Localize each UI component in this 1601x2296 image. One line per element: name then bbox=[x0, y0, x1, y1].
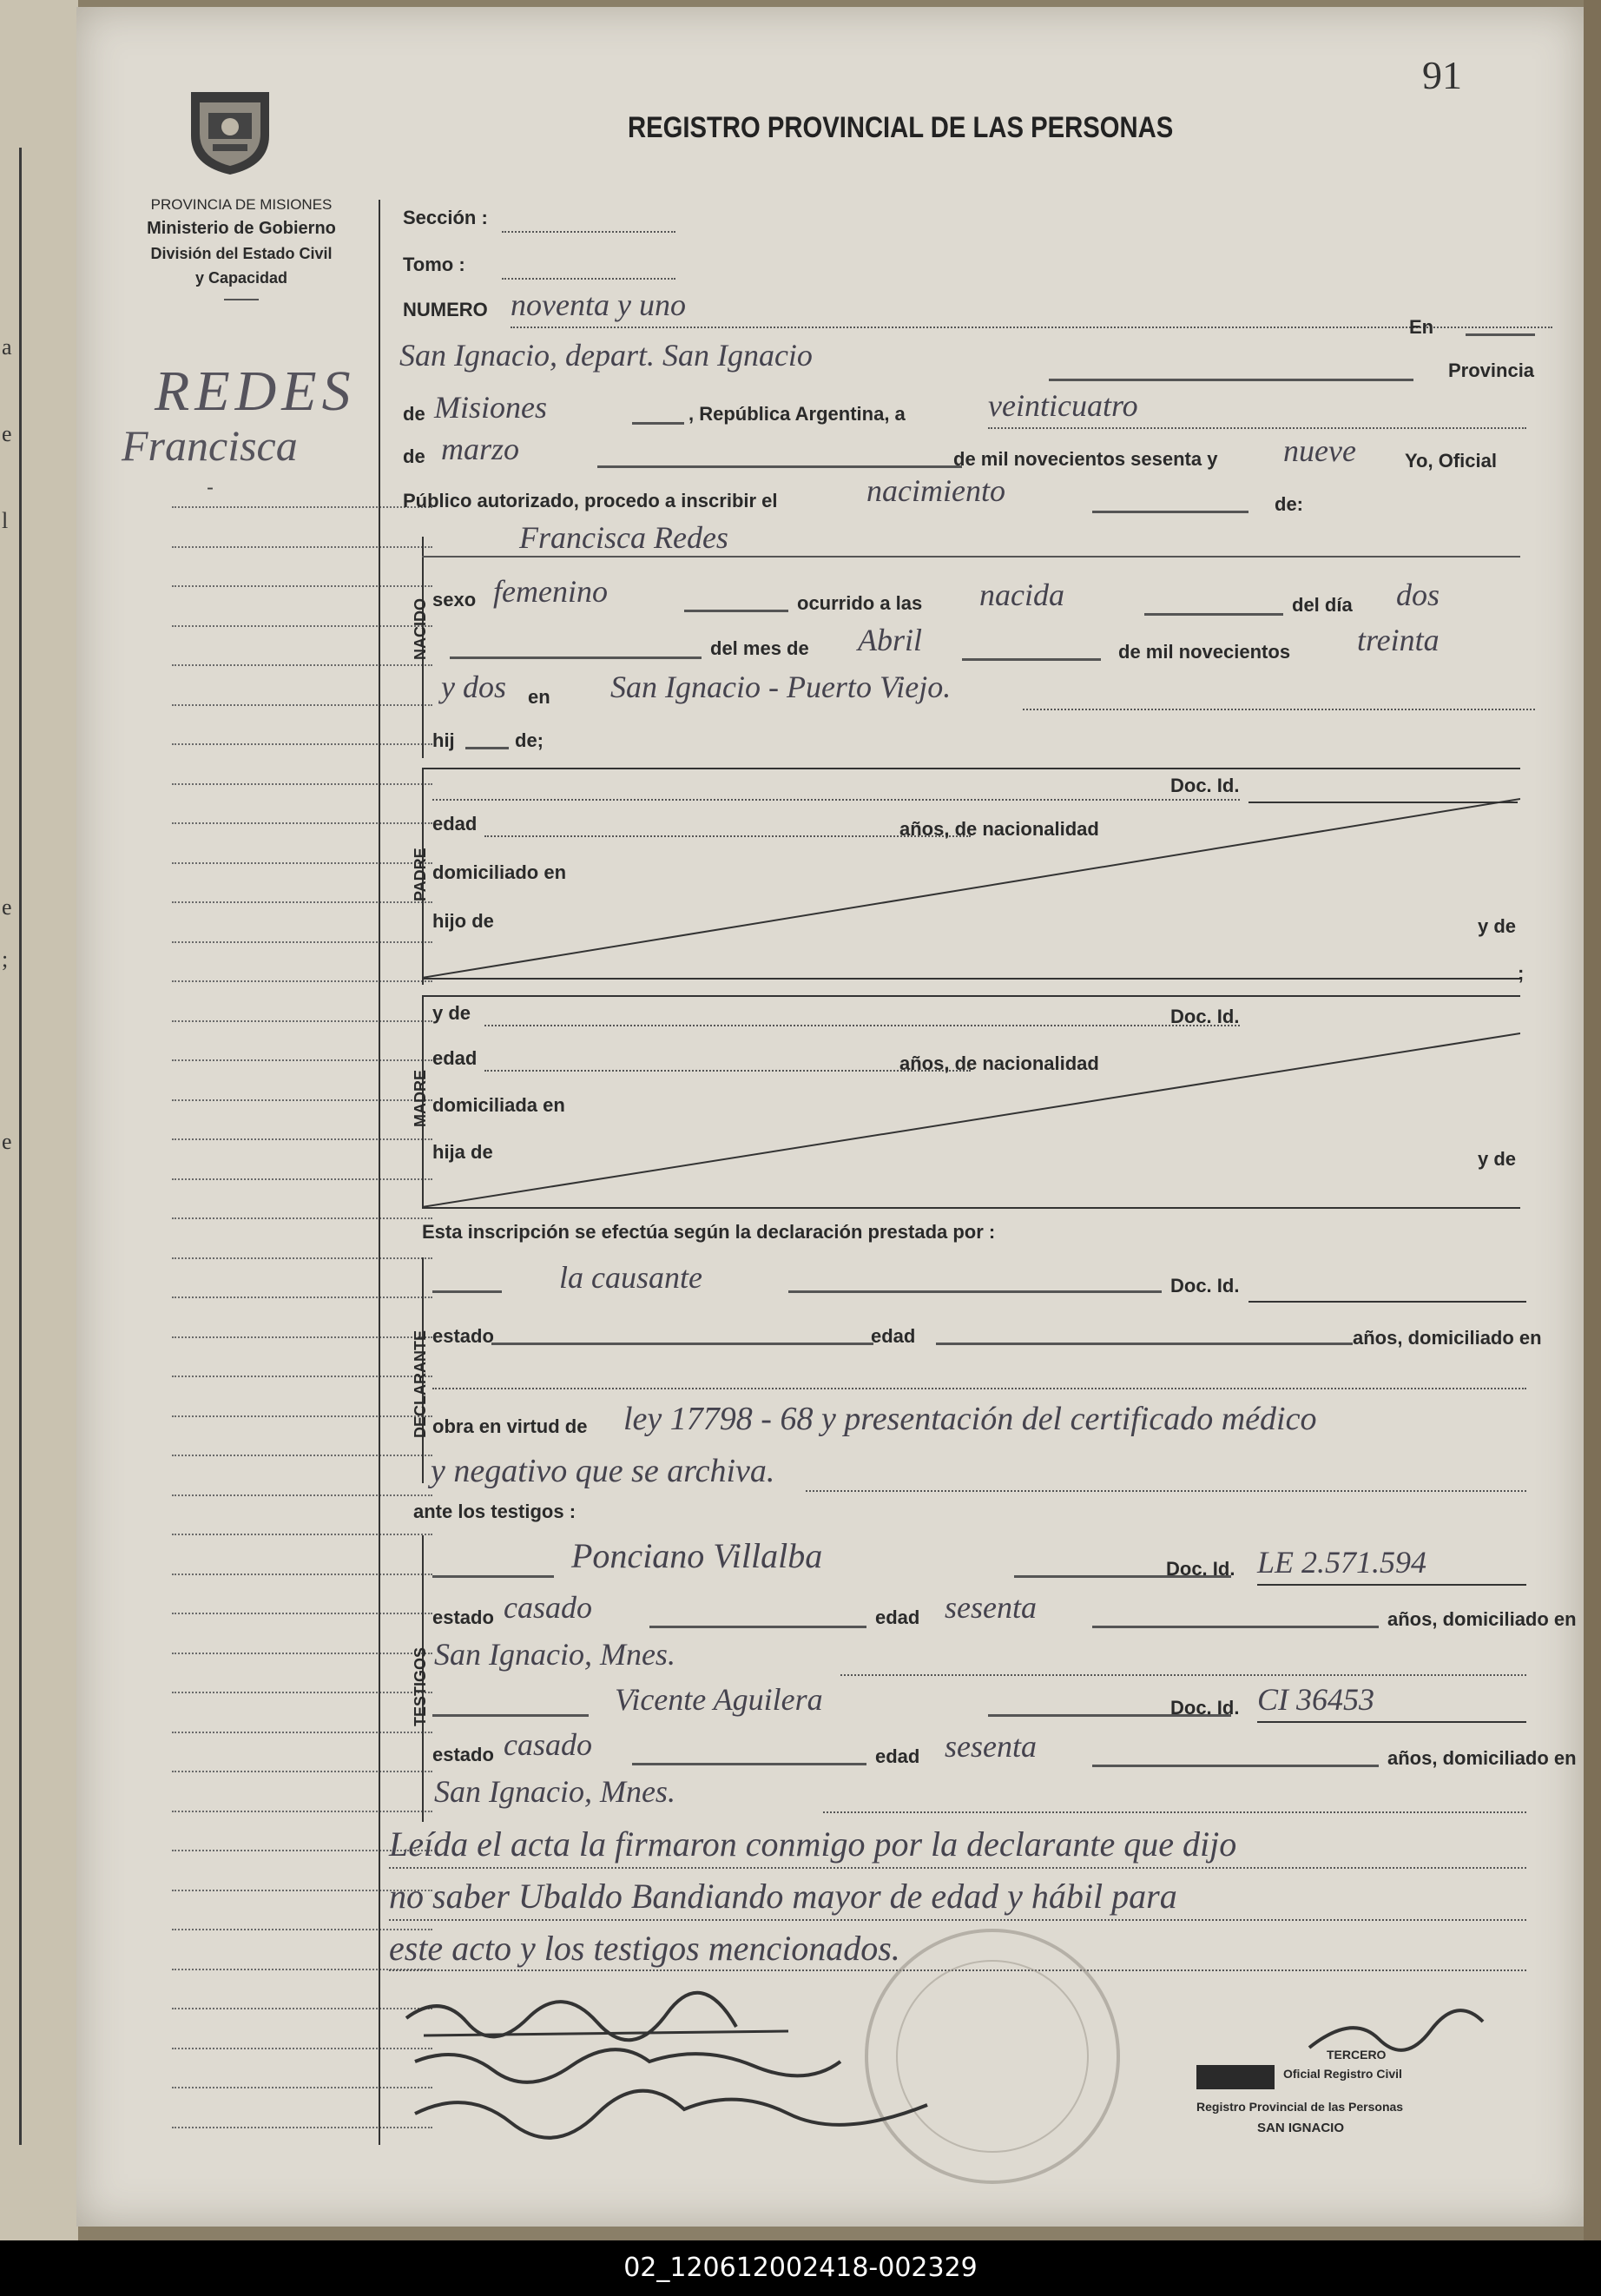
t1-edad-label: edad bbox=[875, 1607, 920, 1628]
t2-edad-value: sesenta bbox=[945, 1729, 1037, 1764]
margin-rule bbox=[172, 822, 432, 824]
en-fill bbox=[1466, 333, 1535, 336]
declarante-edad-fill bbox=[936, 1343, 1353, 1345]
act-fill bbox=[1092, 511, 1249, 513]
madre-cross-out bbox=[422, 1028, 1520, 1209]
lugar-value: San Ignacio - Puerto Viejo. bbox=[610, 670, 952, 704]
margin-rule bbox=[172, 1296, 432, 1298]
prev-page-letter: ; bbox=[2, 947, 9, 972]
stamp-block bbox=[1196, 2065, 1275, 2089]
margin-rule bbox=[172, 1376, 432, 1377]
hora-value: nacida bbox=[979, 577, 1064, 612]
t2-doc-label: Doc. Id. bbox=[1170, 1697, 1240, 1719]
prev-page-letter: l bbox=[2, 508, 9, 533]
closing-line-1: Leída el acta la firmaron conmigo por la declarante que dijo bbox=[389, 1824, 1237, 1864]
margin-rule bbox=[172, 862, 432, 864]
t1-estado-fill bbox=[649, 1626, 866, 1628]
margin-given-name: Francisca bbox=[122, 421, 298, 470]
t1-edad-value: sesenta bbox=[945, 1590, 1037, 1625]
t1-doc-label: Doc. Id. bbox=[1166, 1558, 1235, 1580]
madre-edad-label: edad bbox=[432, 1047, 478, 1069]
mes-value: Abril bbox=[858, 623, 923, 657]
padre-semicolon: ; bbox=[1518, 962, 1525, 984]
place-value: San Ignacio, depart. San Ignacio bbox=[399, 338, 813, 373]
month-value: marzo bbox=[441, 432, 520, 466]
t2-name: Vicente Aguilera bbox=[615, 1682, 823, 1717]
margin-rule bbox=[172, 941, 432, 943]
official-stamp bbox=[1196, 2004, 1509, 2169]
declarante-estado-fill bbox=[491, 1343, 873, 1345]
margin-rule bbox=[172, 1771, 432, 1772]
obra-value-2: y negativo que se archiva. bbox=[431, 1453, 775, 1489]
t1-edad-fill bbox=[1092, 1626, 1379, 1628]
issuer-line-3: División del Estado Civil bbox=[150, 245, 333, 262]
dia-fill bbox=[450, 656, 702, 659]
republica-label: , República Argentina, a bbox=[688, 403, 906, 425]
issuer-line-2: Ministerio de Gobierno bbox=[147, 219, 336, 238]
declarante-name: la causante bbox=[559, 1260, 702, 1295]
page-title: REGISTRO PROVINCIAL DE LAS PERSONAS bbox=[628, 111, 1174, 144]
issuer-line-4: y Capacidad bbox=[194, 269, 288, 287]
mil-label: de mil novecientos sesenta y bbox=[953, 448, 1218, 470]
t1-lead-fill bbox=[432, 1575, 554, 1578]
t2-edad-label: edad bbox=[875, 1745, 920, 1767]
t1-estado-value: casado bbox=[504, 1590, 592, 1625]
dia-value: dos bbox=[1396, 577, 1440, 612]
book-edge-right bbox=[1584, 0, 1601, 2240]
testigos-section-label: TESTIGOS bbox=[412, 1646, 429, 1726]
t1-doc-rule bbox=[1257, 1584, 1526, 1586]
hij-label: hij bbox=[432, 729, 455, 751]
numero-value: noventa y uno bbox=[511, 287, 686, 322]
stamp-line-1: TERCERO bbox=[1327, 2048, 1387, 2062]
t2-edad-fill bbox=[1092, 1765, 1379, 1767]
testigos-intro: ante los testigos : bbox=[413, 1501, 576, 1522]
padre-doc-label: Doc. Id. bbox=[1170, 775, 1240, 796]
margin-rule bbox=[172, 1059, 432, 1061]
tomo-field[interactable] bbox=[502, 278, 675, 280]
margin-rule bbox=[172, 585, 432, 587]
margin-rule bbox=[172, 783, 432, 785]
t1-doc-value: LE 2.571.594 bbox=[1257, 1545, 1427, 1580]
declarante-anos-label: años, domiciliado en bbox=[1353, 1327, 1542, 1349]
province-fill bbox=[632, 422, 684, 425]
hora-fill bbox=[1144, 613, 1283, 616]
margin-rule bbox=[172, 704, 432, 706]
tomo-label: Tomo : bbox=[403, 254, 465, 275]
margin-rule bbox=[172, 1811, 432, 1812]
nacido-name: Francisca Redes bbox=[519, 520, 728, 555]
padre-anos-label: años, de nacionalidad bbox=[899, 818, 1099, 840]
obra-field[interactable] bbox=[806, 1490, 1526, 1492]
nacido-section-label: NACIDO bbox=[412, 598, 429, 660]
prev-page-letter: a bbox=[2, 334, 12, 360]
padre-top-rule bbox=[422, 768, 1520, 769]
month-de-label: de bbox=[403, 445, 425, 467]
closing-rule-1 bbox=[389, 1867, 1526, 1869]
t1-name: Ponciano Villalba bbox=[571, 1536, 823, 1575]
t2-doc-rule bbox=[1257, 1721, 1526, 1723]
previous-page-edge bbox=[0, 0, 78, 2240]
day-value: veinticuatro bbox=[988, 388, 1138, 423]
madre-domiciliada-label: domiciliada en bbox=[432, 1094, 565, 1116]
prev-page-letter: e bbox=[2, 421, 12, 446]
stamp-line-4: SAN IGNACIO bbox=[1257, 2121, 1345, 2135]
ocurrido-label: ocurrido a las bbox=[797, 592, 923, 614]
issuer-divider bbox=[224, 299, 259, 300]
mes-fill bbox=[962, 658, 1101, 661]
issuer-line-1: PROVINCIA DE MISIONES bbox=[150, 196, 333, 213]
t2-domicilio-field[interactable] bbox=[823, 1811, 1526, 1813]
margin-rule bbox=[172, 1653, 432, 1654]
hij-fill bbox=[465, 747, 509, 749]
nacido-top-rule bbox=[422, 556, 1520, 558]
declarante-doc-label: Doc. Id. bbox=[1170, 1275, 1240, 1296]
t2-lead-fill bbox=[432, 1714, 589, 1717]
padre-edad-label: edad bbox=[432, 813, 478, 835]
numero-label: NUMERO bbox=[403, 299, 488, 320]
yo-label: Yo, Oficial bbox=[1405, 450, 1497, 472]
margin-rule bbox=[172, 1336, 432, 1338]
place-fill bbox=[1049, 379, 1413, 381]
provincia-label: Provincia bbox=[1448, 360, 1535, 381]
hij-de-label: de; bbox=[515, 729, 544, 751]
lugar-en-label: en bbox=[528, 686, 550, 708]
padre-domiciliado-label: domiciliado en bbox=[432, 861, 567, 883]
margin-rule bbox=[172, 1217, 432, 1219]
prev-page-letter: e bbox=[2, 894, 12, 920]
mil-novecientos-label: de mil novecientos bbox=[1118, 641, 1291, 663]
year-value: nueve bbox=[1283, 433, 1356, 468]
lugar-field[interactable] bbox=[1023, 709, 1535, 710]
madre-top-rule bbox=[422, 995, 1520, 997]
margin-rule bbox=[172, 980, 432, 982]
act-value: nacimiento bbox=[866, 473, 1005, 508]
publico-label: Público autorizado, procedo a inscribir el bbox=[403, 490, 778, 511]
margin-rule bbox=[172, 1099, 432, 1101]
margin-rule bbox=[172, 664, 432, 666]
margin-rule bbox=[172, 1494, 432, 1496]
madre-section-label: MADRE bbox=[412, 1070, 429, 1127]
madre-name-field[interactable] bbox=[484, 1025, 1240, 1026]
madre-hija-label: hija de bbox=[432, 1141, 493, 1163]
margin-rule bbox=[172, 546, 432, 548]
declarante-edad-label: edad bbox=[871, 1325, 916, 1347]
padre-yde-label: y de bbox=[1478, 915, 1517, 937]
t1-anos-label: años, domiciliado en bbox=[1387, 1608, 1577, 1630]
margin-rule bbox=[172, 1257, 432, 1259]
margin-rule bbox=[172, 1020, 432, 1022]
t2-estado-fill bbox=[632, 1763, 866, 1765]
declarante-doc-rule bbox=[1249, 1301, 1526, 1303]
margin-rule bbox=[172, 506, 432, 508]
t1-domicilio: San Ignacio, Mnes. bbox=[434, 1637, 675, 1672]
en-label: En bbox=[1409, 316, 1434, 338]
stamp-line-2: Oficial Registro Civil bbox=[1283, 2067, 1402, 2081]
image-caption: 02_120612002418-002329 bbox=[0, 2240, 1601, 2296]
mes-label: del mes de bbox=[710, 637, 809, 659]
closing-line-3: este acto y los testigos mencionados. bbox=[389, 1929, 900, 1968]
declarante-name-fill bbox=[788, 1290, 1162, 1293]
padre-cross-out bbox=[422, 797, 1520, 980]
province-value: Misiones bbox=[434, 390, 547, 425]
margin-rule bbox=[172, 1534, 432, 1535]
seccion-field[interactable] bbox=[502, 231, 675, 233]
register-page bbox=[76, 7, 1584, 2227]
margin-rule bbox=[172, 625, 432, 627]
declarante-estado-label: estado bbox=[432, 1325, 494, 1347]
stamp-line-3: Registro Provincial de las Personas bbox=[1196, 2100, 1404, 2114]
declarante-intro: Esta inscripción se efectúa según la declaración prestada por : bbox=[422, 1221, 996, 1243]
province-seal-icon bbox=[182, 83, 278, 179]
anio-value-2: y dos bbox=[441, 670, 506, 704]
day-field[interactable] bbox=[988, 427, 1526, 429]
t2-doc-value: CI 36453 bbox=[1257, 1682, 1374, 1717]
margin-rule bbox=[172, 1415, 432, 1417]
margin-rule bbox=[172, 901, 432, 903]
padre-hijo-label: hijo de bbox=[432, 910, 494, 932]
witness-signatures-icon bbox=[389, 1983, 979, 2157]
page-number: 91 bbox=[1422, 53, 1462, 97]
prev-page-letter: e bbox=[2, 1129, 12, 1154]
t1-estado-label: estado bbox=[432, 1607, 494, 1628]
margin-rule bbox=[172, 1692, 432, 1693]
margin-rule bbox=[172, 1138, 432, 1140]
sexo-fill bbox=[684, 610, 788, 612]
sexo-value: femenino bbox=[493, 574, 608, 609]
form-left-border bbox=[379, 200, 380, 2145]
de-label: de bbox=[403, 403, 425, 425]
t2-estado-label: estado bbox=[432, 1744, 494, 1765]
madre-anos-label: años, de nacionalidad bbox=[899, 1052, 1099, 1074]
obra-value: ley 17798 - 68 y presentación del certificado médico bbox=[623, 1401, 1317, 1437]
margin-rule bbox=[172, 1613, 432, 1614]
margin-rule bbox=[172, 1178, 432, 1180]
de2-label: de: bbox=[1275, 493, 1303, 515]
sexo-label: sexo bbox=[432, 589, 477, 610]
closing-line-2: no saber Ubaldo Bandiando mayor de edad y hábil para bbox=[389, 1877, 1177, 1916]
previous-page-rule bbox=[19, 148, 22, 2145]
dia-label: del día bbox=[1292, 594, 1353, 616]
declarante-section-label: DECLARANTE bbox=[412, 1330, 429, 1438]
margin-dash: - bbox=[207, 476, 214, 499]
t1-domicilio-field[interactable] bbox=[840, 1674, 1526, 1676]
margin-rule bbox=[172, 743, 432, 745]
madre-yde-label: y de bbox=[1478, 1148, 1517, 1170]
madre-yde-top-label: y de bbox=[432, 1002, 471, 1024]
madre-doc-label: Doc. Id. bbox=[1170, 1006, 1240, 1027]
t2-anos-label: años, domiciliado en bbox=[1387, 1747, 1577, 1769]
seccion-label: Sección : bbox=[403, 207, 488, 228]
t2-domicilio: San Ignacio, Mnes. bbox=[434, 1774, 675, 1809]
margin-rule bbox=[172, 1455, 432, 1456]
margin-surname: REDES bbox=[155, 360, 356, 423]
margin-rule bbox=[172, 1732, 432, 1733]
declarante-lead-fill bbox=[432, 1290, 502, 1293]
padre-section-label: PADRE bbox=[412, 848, 429, 901]
anio-value: treinta bbox=[1357, 623, 1440, 657]
numero-field[interactable] bbox=[511, 327, 1552, 328]
margin-rule bbox=[172, 1574, 432, 1575]
declarante-domicilio-field[interactable] bbox=[432, 1388, 1526, 1389]
month-fill bbox=[597, 465, 962, 468]
obra-label: obra en virtud de bbox=[432, 1415, 588, 1437]
t2-estado-value: casado bbox=[504, 1727, 592, 1762]
